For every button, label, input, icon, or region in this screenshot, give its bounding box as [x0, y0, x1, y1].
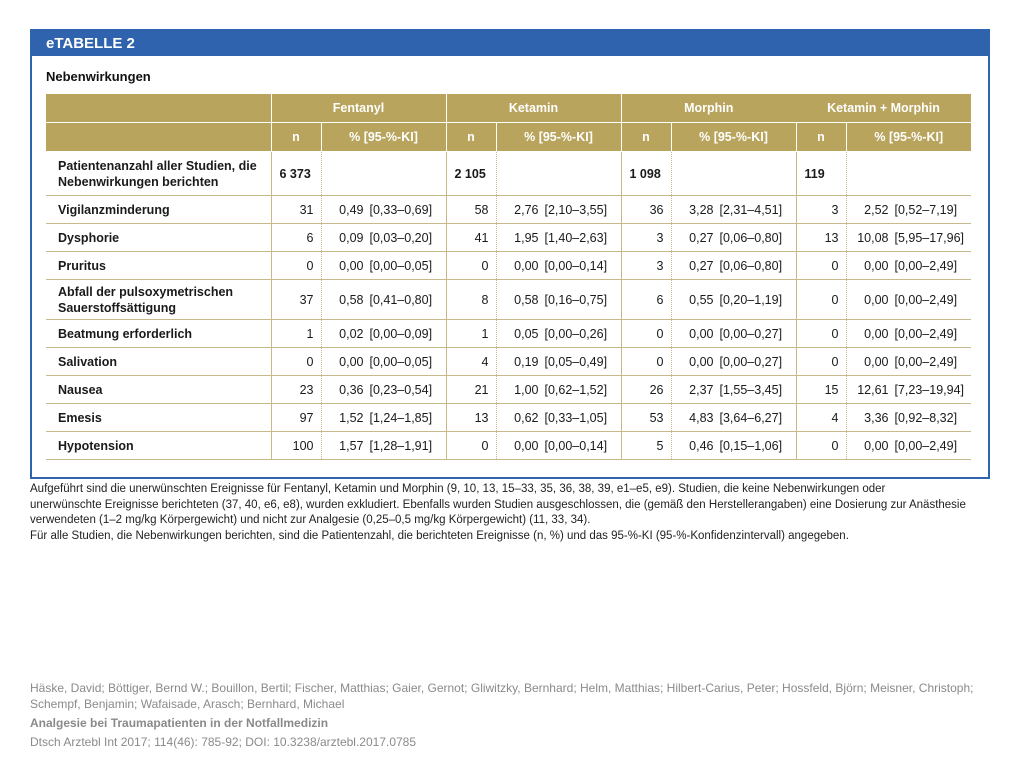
confidence-interval: [1,28–1,91] — [369, 438, 433, 453]
confidence-interval: [0,41–0,80] — [369, 292, 433, 307]
count-cell: 13 — [446, 404, 496, 432]
row-label: Beatmung erforderlich — [46, 320, 271, 348]
percent-value: 0,00 — [689, 326, 714, 341]
confidence-interval: [0,06–0,80] — [719, 230, 783, 245]
percent-value: 0,09 — [339, 230, 364, 245]
percent-cell — [321, 280, 446, 320]
percent-value: 0,02 — [339, 326, 364, 341]
count-cell: 97 — [271, 404, 321, 432]
percent-cell — [846, 320, 971, 348]
count-cell: 0 — [796, 320, 846, 348]
confidence-interval: [0,33–1,05] — [544, 410, 608, 425]
percent-value: 0,27 — [689, 230, 714, 245]
confidence-interval: [0,00–0,26] — [544, 326, 608, 341]
confidence-interval: [0,92–8,32] — [894, 410, 958, 425]
count-cell: 0 — [796, 348, 846, 376]
percent-value: 0,36 — [339, 382, 364, 397]
confidence-interval: [0,00–2,49] — [894, 354, 958, 369]
row-label: Emesis — [46, 404, 271, 432]
percent-cell — [496, 252, 621, 280]
confidence-interval: [7,23–19,94] — [894, 382, 965, 397]
percent-value: 0,00 — [689, 354, 714, 369]
table-title: Nebenwirkungen — [46, 69, 151, 84]
pct-header: % [95-%-KI] — [671, 123, 796, 152]
count-cell: 31 — [271, 196, 321, 224]
count-cell: 1 — [446, 320, 496, 348]
pct-header: % [95-%-KI] — [321, 123, 446, 152]
table-row — [46, 196, 971, 224]
count-cell: 58 — [446, 196, 496, 224]
count-cell: 100 — [271, 432, 321, 460]
confidence-interval: [0,00–0,09] — [369, 326, 433, 341]
count-cell: 4 — [446, 348, 496, 376]
authors: Häske, David; Böttiger, Bernd W.; Bouillon, Bertil; Fischer, Matthias; Gaier, Gernot; Gliwitzky, Bernhard; Helm, Matthias; Hilbert-Carius, Peter; Hossfeld, Björn; Meisner, Christoph; Schempf, Benjamin; Wafaisade, Arasch; Bernhard, Michael — [30, 681, 974, 711]
percent-value: 0,00 — [864, 326, 889, 341]
table-row — [46, 348, 971, 376]
confidence-interval: [3,64–6,27] — [719, 410, 783, 425]
confidence-interval: [0,05–0,49] — [544, 354, 608, 369]
confidence-interval: [0,00–2,49] — [894, 438, 958, 453]
table-frame — [30, 29, 990, 479]
confidence-interval: [0,03–0,20] — [369, 230, 433, 245]
table-row — [46, 404, 971, 432]
corner-cell — [46, 123, 271, 152]
percent-cell — [496, 196, 621, 224]
count-cell: 4 — [796, 404, 846, 432]
percent-value: 0,00 — [514, 258, 539, 273]
percent-cell — [846, 224, 971, 252]
percent-cell — [846, 432, 971, 460]
count-cell: 1 098 — [621, 152, 671, 196]
table-row — [46, 224, 971, 252]
n-header: n — [796, 123, 846, 152]
percent-cell — [671, 404, 796, 432]
confidence-interval: [0,00–0,14] — [544, 438, 608, 453]
percent-cell — [671, 280, 796, 320]
table-notes — [30, 482, 990, 544]
count-cell: 5 — [621, 432, 671, 460]
row-label: Nausea — [46, 376, 271, 404]
row-label: Dysphorie — [46, 224, 271, 252]
percent-value: 3,28 — [689, 202, 714, 217]
percent-value: 0,58 — [514, 292, 539, 307]
citation: Dtsch Arztebl Int 2017; 114(46): 785-92; DOI: 10.3238/arztebl.2017.0785 — [30, 735, 417, 749]
article-title: Analgesie bei Traumapatienten in der Notfallmedizin — [30, 716, 329, 730]
percent-cell — [496, 152, 621, 196]
n-header: n — [271, 123, 321, 152]
confidence-interval: [0,23–0,54] — [369, 382, 433, 397]
percent-value: 0,00 — [864, 258, 889, 273]
group-header: Morphin — [621, 94, 796, 123]
note-line: unerwünschte Ereignisse berichteten (37, 40, e6, e8), wurden exkludiert. Ebenfalls wurden Studien ausgeschlossen, die (gemäß den Herstellerangaben) eine Dosierung zur Anästhesie — [30, 498, 966, 511]
count-cell: 41 — [446, 224, 496, 252]
confidence-interval: [1,55–3,45] — [719, 382, 783, 397]
row-label: Pruritus — [46, 252, 271, 280]
percent-value: 2,37 — [689, 382, 714, 397]
percent-cell — [846, 252, 971, 280]
percent-cell — [496, 224, 621, 252]
percent-cell — [496, 320, 621, 348]
confidence-interval: [2,31–4,51] — [719, 202, 783, 217]
table-row — [46, 320, 971, 348]
note-line: Aufgeführt sind die unerwünschten Ereignisse für Fentanyl, Ketamin und Morphin (9, 10, 13, 15–33, 35, 36, 38, 39, e1–e5, e9). Studien, die keine Nebenwirkungen oder — [30, 483, 886, 495]
count-cell: 6 373 — [271, 152, 321, 196]
percent-value: 0,55 — [689, 292, 714, 307]
percent-cell — [496, 432, 621, 460]
percent-cell — [671, 432, 796, 460]
percent-cell — [671, 252, 796, 280]
count-cell: 23 — [271, 376, 321, 404]
percent-value: 2,52 — [864, 202, 889, 217]
count-cell: 0 — [271, 348, 321, 376]
confidence-interval: [0,16–0,75] — [544, 292, 608, 307]
percent-value: 0,00 — [864, 438, 889, 453]
count-cell: 36 — [621, 196, 671, 224]
percent-value: 0,62 — [514, 410, 539, 425]
row-label: Abfall der pulsoxymetrischen Sauerstoffsättigung — [46, 280, 271, 320]
side-effects-table — [46, 94, 971, 460]
percent-cell — [321, 152, 446, 196]
n-header: n — [621, 123, 671, 152]
count-cell: 21 — [446, 376, 496, 404]
percent-cell — [846, 348, 971, 376]
count-cell: 0 — [621, 320, 671, 348]
table-row — [46, 280, 971, 320]
percent-value: 10,08 — [857, 230, 889, 245]
percent-cell — [496, 404, 621, 432]
count-cell: 119 — [796, 152, 846, 196]
confidence-interval: [0,06–0,80] — [719, 258, 783, 273]
percent-cell — [671, 224, 796, 252]
count-cell: 0 — [271, 252, 321, 280]
confidence-interval: [0,00–0,05] — [369, 354, 433, 369]
percent-cell — [671, 196, 796, 224]
percent-cell — [321, 224, 446, 252]
group-header: Ketamin — [446, 94, 621, 123]
percent-cell — [671, 348, 796, 376]
count-cell: 0 — [796, 252, 846, 280]
row-label: Salivation — [46, 348, 271, 376]
pct-header: % [95-%-KI] — [496, 123, 621, 152]
percent-value: 4,83 — [689, 410, 714, 425]
confidence-interval: [0,15–1,06] — [719, 438, 783, 453]
group-header-row — [46, 94, 971, 123]
confidence-interval: [0,20–1,19] — [719, 292, 783, 307]
percent-cell — [846, 404, 971, 432]
percent-value: 0,49 — [339, 202, 364, 217]
count-cell: 53 — [621, 404, 671, 432]
percent-value: 0,05 — [514, 326, 539, 341]
percent-cell — [671, 320, 796, 348]
percent-cell — [321, 404, 446, 432]
percent-value: 1,00 — [514, 382, 539, 397]
count-cell: 0 — [446, 252, 496, 280]
row-label: Patientenanzahl aller Studien, die Nebenwirkungen berichten — [46, 152, 271, 196]
percent-value: 1,57 — [339, 438, 364, 453]
percent-value: 2,76 — [514, 202, 539, 217]
confidence-interval: [0,00–2,49] — [894, 258, 958, 273]
count-cell: 0 — [446, 432, 496, 460]
percent-value: 0,00 — [339, 258, 364, 273]
percent-value: 0,00 — [339, 354, 364, 369]
percent-value: 1,95 — [514, 230, 539, 245]
percent-value: 12,61 — [857, 382, 889, 397]
confidence-interval: [0,62–1,52] — [544, 382, 608, 397]
confidence-interval: [0,52–7,19] — [894, 202, 958, 217]
percent-value: 0,00 — [864, 292, 889, 307]
percent-cell — [321, 196, 446, 224]
count-cell: 26 — [621, 376, 671, 404]
confidence-interval: [0,33–0,69] — [369, 202, 433, 217]
percent-cell — [846, 376, 971, 404]
table-row — [46, 252, 971, 280]
count-cell: 0 — [796, 280, 846, 320]
group-header: Ketamin + Morphin — [796, 94, 971, 123]
confidence-interval: [1,40–2,63] — [544, 230, 608, 245]
corner-cell — [46, 94, 271, 123]
count-cell: 0 — [796, 432, 846, 460]
percent-cell — [321, 348, 446, 376]
percent-cell — [496, 376, 621, 404]
subheader-row — [46, 123, 971, 152]
percent-cell — [846, 152, 971, 196]
confidence-interval: [0,00–0,14] — [544, 258, 608, 273]
count-cell: 0 — [621, 348, 671, 376]
percent-value: 0,46 — [689, 438, 714, 453]
confidence-interval: [0,00–0,05] — [369, 258, 433, 273]
percent-value: 0,19 — [514, 354, 539, 369]
confidence-interval: [2,10–3,55] — [544, 202, 608, 217]
count-cell: 8 — [446, 280, 496, 320]
percent-value: 0,58 — [339, 292, 364, 307]
count-cell: 3 — [796, 196, 846, 224]
percent-cell — [846, 280, 971, 320]
table-row — [46, 376, 971, 404]
pct-header: % [95-%-KI] — [846, 123, 971, 152]
confidence-interval: [0,00–0,27] — [719, 354, 783, 369]
row-label: Vigilanzminderung — [46, 196, 271, 224]
confidence-interval: [1,24–1,85] — [369, 410, 433, 425]
group-header: Fentanyl — [271, 94, 446, 123]
percent-value: 0,00 — [864, 354, 889, 369]
note-line: Für alle Studien, die Nebenwirkungen berichten, sind die Patientenzahl, die berichteten Ereignisse (n, %) und das 95-%-KI (95-%-Konfidenzintervall) angegeben. — [30, 529, 849, 542]
confidence-interval: [5,95–17,96] — [894, 230, 965, 245]
count-cell: 6 — [621, 280, 671, 320]
row-label: Hypotension — [46, 432, 271, 460]
source-footer — [30, 680, 990, 750]
percent-cell — [321, 320, 446, 348]
percent-cell — [321, 376, 446, 404]
percent-value: 3,36 — [864, 410, 889, 425]
n-header: n — [446, 123, 496, 152]
table-row — [46, 152, 971, 196]
confidence-interval: [0,00–0,27] — [719, 326, 783, 341]
count-cell: 2 105 — [446, 152, 496, 196]
count-cell: 15 — [796, 376, 846, 404]
table-row — [46, 432, 971, 460]
confidence-interval: [0,00–2,49] — [894, 326, 958, 341]
percent-cell — [671, 376, 796, 404]
percent-cell — [321, 252, 446, 280]
percent-value: 0,00 — [514, 438, 539, 453]
table-body — [46, 152, 971, 460]
count-cell: 6 — [271, 224, 321, 252]
count-cell: 13 — [796, 224, 846, 252]
count-cell: 3 — [621, 224, 671, 252]
count-cell: 3 — [621, 252, 671, 280]
percent-value: 1,52 — [339, 410, 364, 425]
count-cell: 1 — [271, 320, 321, 348]
percent-cell — [321, 432, 446, 460]
percent-value: 0,27 — [689, 258, 714, 273]
percent-cell — [846, 196, 971, 224]
confidence-interval: [0,00–2,49] — [894, 292, 958, 307]
note-line: verwendeten (1–2 mg/kg Körpergewicht) und nicht zur Analgesie (0,25–0,5 mg/kg Körpergewicht) (11, 33, 34). — [30, 514, 591, 526]
percent-cell — [496, 280, 621, 320]
percent-cell — [496, 348, 621, 376]
count-cell: 37 — [271, 280, 321, 320]
table-label: eTABELLE 2 — [32, 31, 988, 56]
percent-cell — [671, 152, 796, 196]
